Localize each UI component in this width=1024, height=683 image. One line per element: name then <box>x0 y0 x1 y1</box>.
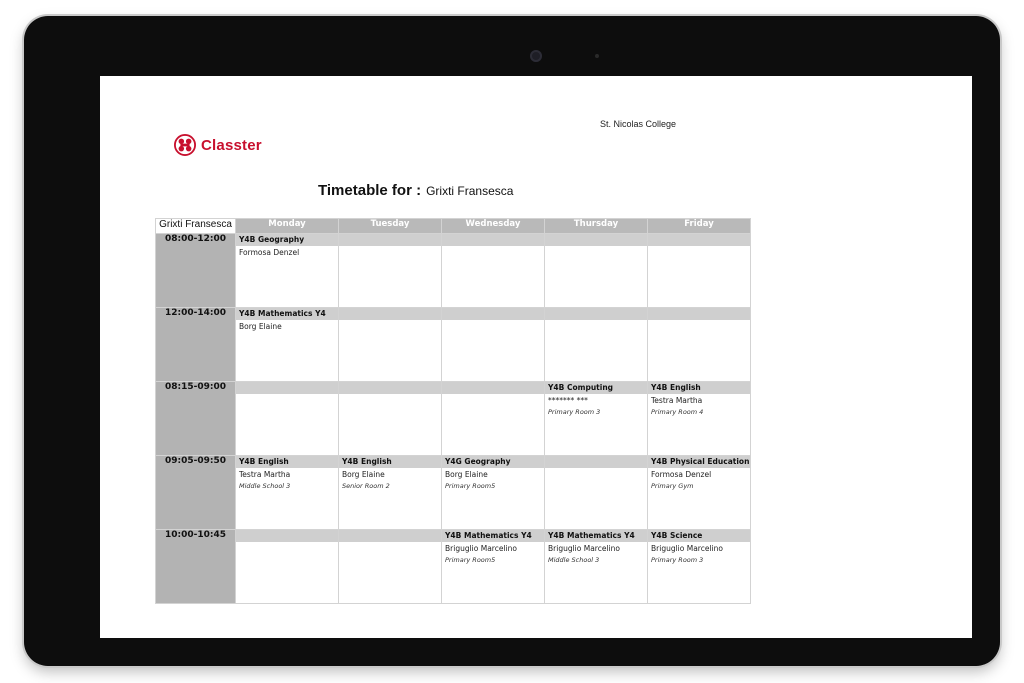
lesson-teacher: Briguglio Marcelino <box>548 544 620 553</box>
camera-icon <box>530 50 542 62</box>
lesson-subject: Y4B English <box>339 456 441 468</box>
lesson-subject <box>339 308 441 320</box>
lesson-cell-thursday[interactable] <box>545 234 648 308</box>
lesson-room <box>442 248 544 251</box>
lesson-cell-wednesday[interactable] <box>442 382 545 456</box>
timetable-header-row <box>156 219 751 234</box>
lesson-cell-thursday[interactable] <box>545 308 648 382</box>
lesson-subject <box>648 234 750 246</box>
lesson-subject <box>442 234 544 246</box>
lesson-teacher: Borg Elaine <box>239 322 282 331</box>
lesson-subject <box>545 234 647 246</box>
light-sensor <box>595 54 599 58</box>
lesson-subject <box>236 530 338 542</box>
lesson-subject <box>339 530 441 542</box>
logo-text: Classter <box>201 136 262 154</box>
timetable-row <box>156 456 751 530</box>
timetable-owner: Grixti Fransesca <box>156 219 236 234</box>
lesson-subject: Y4B English <box>648 382 750 394</box>
classter-logo-icon <box>174 134 196 156</box>
timetable-row <box>156 530 751 604</box>
lesson-subject: Y4B Computing <box>545 382 647 394</box>
timetable-body <box>156 234 751 604</box>
lesson-room: Primary Room 4 <box>651 408 704 416</box>
lesson-room <box>339 248 441 251</box>
lesson-teacher: Testra Martha <box>239 470 291 479</box>
lesson-cell-monday[interactable] <box>236 382 339 456</box>
lesson-cell-thursday[interactable] <box>545 530 648 604</box>
lesson-teacher: Borg Elaine <box>445 470 488 479</box>
lesson-cell-wednesday[interactable] <box>442 530 545 604</box>
lesson-room <box>236 257 338 260</box>
timetable-row <box>156 382 751 456</box>
lesson-cell-tuesday[interactable] <box>339 234 442 308</box>
title-label: Timetable for : <box>318 182 422 199</box>
lesson-subject: Y4B English <box>236 456 338 468</box>
lesson-subject: Y4B Geography <box>236 234 338 246</box>
day-header-monday: Monday <box>236 219 339 234</box>
lesson-subject <box>442 308 544 320</box>
school-name: St. Nicolas College <box>600 119 677 129</box>
lesson-room: Primary Room 3 <box>548 408 601 416</box>
lesson-room: Primary Room5 <box>445 482 496 490</box>
lesson-cell-monday[interactable] <box>236 308 339 382</box>
lesson-room <box>442 396 544 399</box>
lesson-cell-thursday[interactable] <box>545 456 648 530</box>
lesson-subject: Y4B Science <box>648 530 750 542</box>
lesson-cell-tuesday[interactable] <box>339 308 442 382</box>
day-header-wednesday: Wednesday <box>442 219 545 234</box>
lesson-cell-wednesday[interactable] <box>442 308 545 382</box>
timetable-row <box>156 308 751 382</box>
lesson-room: Primary Room 3 <box>651 556 704 564</box>
lesson-teacher: Briguglio Marcelino <box>445 544 517 553</box>
lesson-cell-thursday[interactable] <box>545 382 648 456</box>
lesson-room <box>442 322 544 325</box>
lesson-room <box>648 322 750 325</box>
lesson-cell-monday[interactable] <box>236 530 339 604</box>
lesson-subject: Y4G Geography <box>442 456 544 468</box>
lesson-subject <box>545 308 647 320</box>
lesson-cell-monday[interactable] <box>236 456 339 530</box>
lesson-cell-friday[interactable] <box>648 234 751 308</box>
lesson-subject <box>442 382 544 394</box>
lesson-teacher: ******* *** <box>548 396 588 405</box>
lesson-subject <box>545 456 647 468</box>
lesson-room <box>545 322 647 325</box>
lesson-room <box>339 322 441 325</box>
lesson-teacher: Briguglio Marcelino <box>651 544 723 553</box>
lesson-room <box>339 544 441 547</box>
time-slot-label: 12:00-14:00 <box>156 308 236 382</box>
lesson-subject: Y4B Mathematics Y4 <box>545 530 647 542</box>
lesson-cell-tuesday[interactable] <box>339 456 442 530</box>
lesson-room: Senior Room 2 <box>342 482 390 490</box>
time-slot-label: 08:00-12:00 <box>156 234 236 308</box>
lesson-room <box>236 331 338 334</box>
lesson-cell-tuesday[interactable] <box>339 382 442 456</box>
day-header-friday: Friday <box>648 219 751 234</box>
lesson-subject: Y4B Mathematics Y4 <box>442 530 544 542</box>
lesson-room <box>236 544 338 547</box>
timetable <box>155 218 751 604</box>
lesson-room <box>648 248 750 251</box>
lesson-subject <box>236 382 338 394</box>
classter-logo <box>174 134 262 156</box>
lesson-room <box>339 396 441 399</box>
lesson-cell-friday[interactable] <box>648 382 751 456</box>
time-slot-label: 10:00-10:45 <box>156 530 236 604</box>
lesson-teacher: Formosa Denzel <box>239 248 300 257</box>
lesson-cell-tuesday[interactable] <box>339 530 442 604</box>
lesson-subject <box>648 308 750 320</box>
lesson-room: Primary Room5 <box>445 556 496 564</box>
lesson-room: Middle School 3 <box>239 482 291 490</box>
lesson-subject <box>339 382 441 394</box>
lesson-cell-monday[interactable] <box>236 234 339 308</box>
time-slot-label: 09:05-09:50 <box>156 456 236 530</box>
time-slot-label: 08:15-09:00 <box>156 382 236 456</box>
lesson-cell-friday[interactable] <box>648 530 751 604</box>
lesson-teacher: Formosa Denzel <box>651 470 712 479</box>
lesson-cell-wednesday[interactable] <box>442 456 545 530</box>
lesson-room: Middle School 3 <box>548 556 600 564</box>
lesson-teacher: Borg Elaine <box>342 470 385 479</box>
lesson-subject: Y4B Physical Education <box>648 456 750 468</box>
lesson-subject <box>339 234 441 246</box>
page-title <box>318 182 513 199</box>
screen <box>100 76 972 638</box>
lesson-cell-wednesday[interactable] <box>442 234 545 308</box>
lesson-room <box>236 396 338 399</box>
tablet-frame <box>24 16 1000 666</box>
day-header-thursday: Thursday <box>545 219 648 234</box>
lesson-subject: Y4B Mathematics Y4 <box>236 308 338 320</box>
lesson-teacher: Testra Martha <box>651 396 703 405</box>
lesson-cell-friday[interactable] <box>648 308 751 382</box>
day-header-tuesday: Tuesday <box>339 219 442 234</box>
lesson-room: Primary Gym <box>651 482 694 490</box>
title-student-name: Grixti Fransesca <box>426 184 514 198</box>
lesson-room <box>545 248 647 251</box>
lesson-cell-friday[interactable] <box>648 456 751 530</box>
lesson-room <box>545 470 647 473</box>
timetable-row <box>156 234 751 308</box>
